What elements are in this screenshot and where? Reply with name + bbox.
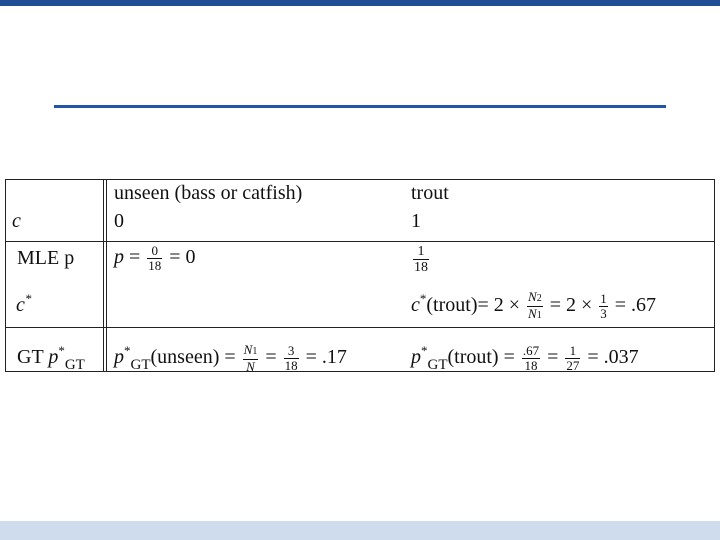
row-label-mle: MLE p [17, 247, 75, 269]
mle-unseen-formula: p = $\frac{0}{18}$ = 0 [114, 243, 196, 273]
row-divider-2 [6, 327, 714, 328]
good-turing-table [5, 179, 715, 372]
c-unseen-value: 0 [114, 210, 124, 232]
title-underline [54, 105, 666, 108]
cstar-trout-formula: c*(trout)= 2 × $\frac{N2}{N1}$ = 2 × $\frac{1}{3}$ = .67 [411, 288, 657, 321]
row-divider-1 [6, 241, 714, 242]
c-trout-value: 1 [411, 210, 421, 232]
header-trout: trout [411, 182, 449, 204]
column-divider-2 [106, 180, 107, 371]
row-label-c: c [12, 210, 21, 232]
row-label-cstar: c* [16, 291, 32, 316]
row-label-gt: GT $p^*_{GT}$ [17, 343, 85, 373]
gt-unseen-formula: $p^*_{GT}(unseen)$ = $\frac{N1}{N}$ = $\frac{3}{18}$ = .17 [114, 341, 347, 374]
gt-trout-formula: $p^*_{GT}(trout)$ = $\frac{.67}{18}$ = $\frac{1}{27}$ = .037 [411, 342, 639, 373]
top-accent-bar [0, 0, 720, 6]
column-divider-1 [103, 180, 104, 371]
header-unseen: unseen (bass or catfish) [114, 182, 303, 204]
footer-bar [0, 521, 720, 540]
mle-trout-formula: $\frac{1}{18}$ [414, 244, 428, 275]
